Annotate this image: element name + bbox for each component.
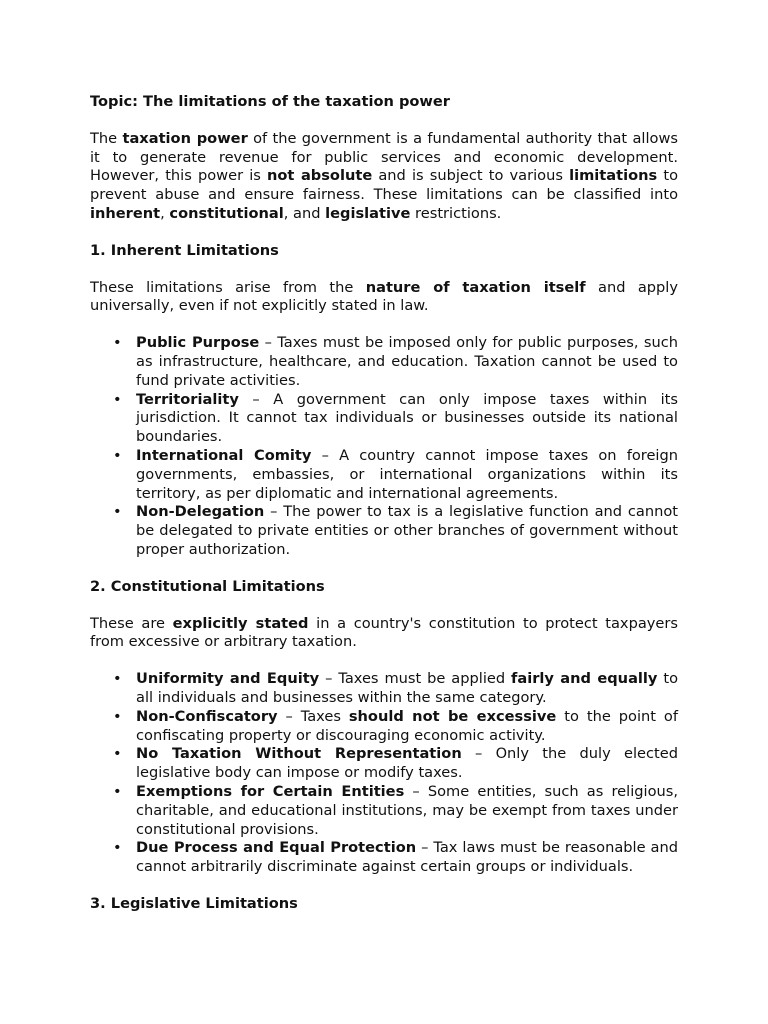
intro-text-3: and is subject to various xyxy=(372,167,570,185)
intro-text-6: , and xyxy=(283,204,326,222)
document-page xyxy=(90,93,678,932)
list-item-title: Exemptions for Certain Entities xyxy=(136,782,405,800)
list-item-text: – A country cannot impose taxes on foreign governments, embassies, or international organizations within its territory, as per diplomatic and international agreements. xyxy=(136,446,678,502)
intro-text-1: The xyxy=(90,129,123,147)
list-item-text: – Taxes xyxy=(277,707,349,725)
section1-intro-bold: nature of taxation itself xyxy=(365,278,586,296)
section2-intro-bold: explicitly stated xyxy=(172,614,309,632)
section-heading-inherent: 1. Inherent Limitations xyxy=(90,241,279,259)
list-item-bold: fairly and equally xyxy=(511,670,658,688)
intro-text-7: restrictions. xyxy=(410,204,502,222)
list-item-bold: should not be excessive xyxy=(348,707,557,725)
list-item-text: – Taxes must be applied xyxy=(319,670,512,688)
section1-intro xyxy=(90,279,678,317)
section2-intro-text-1: These are xyxy=(90,614,173,632)
list-item-text: – Only the duly elected legislative body can impose or modify taxes. xyxy=(136,745,678,782)
list-item xyxy=(113,745,678,783)
intro-bold-legislative: legislative xyxy=(325,204,411,222)
list-item xyxy=(113,390,678,447)
list-item xyxy=(113,503,678,559)
list-item xyxy=(113,670,678,708)
bullet-icon: • xyxy=(113,745,122,763)
list-item-title: Public Purpose xyxy=(136,334,260,352)
bullet-icon: • xyxy=(113,839,122,857)
list-item-text: to all individuals and businesses within the same category. xyxy=(136,670,678,706)
section-heading-constitutional: 2. Constitutional Limitations xyxy=(90,577,325,595)
list-item-text: – Some entities, such as religious, charitable, and educational institutions, may be exempt from taxes under constitutional provisions. xyxy=(136,782,678,838)
section1-intro-text-2: and apply universally, even if not explicitly stated in law. xyxy=(90,278,678,315)
list-item xyxy=(113,839,678,877)
list-item-title: No Taxation Without Representation xyxy=(136,745,462,763)
intro-paragraph xyxy=(90,130,678,224)
list-item-title: Uniformity and Equity xyxy=(136,670,320,688)
intro-text-5: , xyxy=(160,204,170,222)
list-item xyxy=(113,334,678,390)
intro-bold-inherent: inherent xyxy=(90,204,161,222)
bullet-icon: • xyxy=(113,670,122,688)
list-item-text: to the point of confiscating property or discouraging economic activity. xyxy=(136,707,678,744)
list-item-text: – Taxes must be imposed only for public purposes, such as infrastructure, healthcare, and education. Taxation cannot be used to fund private activities. xyxy=(136,334,678,389)
intro-bold-not-absolute: not absolute xyxy=(266,167,373,185)
section1-intro-text-1: These limitations arise from the xyxy=(90,278,366,296)
list-item-text: – A government can only impose taxes within its jurisdiction. It cannot tax individuals or businesses outside its national boundaries. xyxy=(136,390,678,446)
intro-bold-taxation-power: taxation power xyxy=(122,129,248,147)
bullet-icon: • xyxy=(113,782,122,800)
bullet-icon: • xyxy=(113,707,122,725)
document-title: Topic: The limitations of the taxation power xyxy=(90,93,450,110)
inherent-limitations-list xyxy=(90,334,678,560)
bullet-icon: • xyxy=(113,334,122,352)
section-heading-legislative: 3. Legislative Limitations xyxy=(90,894,298,912)
list-item-title: Non-Confiscatory xyxy=(136,707,278,725)
intro-bold-limitations: limitations xyxy=(569,167,658,185)
section2-intro xyxy=(90,615,678,653)
list-item-title: International Comity xyxy=(136,446,312,464)
bullet-icon: • xyxy=(113,446,122,464)
bullet-icon: • xyxy=(113,503,122,521)
list-item xyxy=(113,707,678,746)
constitutional-limitations-list xyxy=(90,670,678,877)
intro-text-4: to prevent abuse and ensure fairness. These limitations can be classified into xyxy=(90,167,678,204)
list-item-text: – The power to tax is a legislative function and cannot be delegated to private entities or other branches of government without proper authorization. xyxy=(136,503,678,558)
list-item-title: Due Process and Equal Protection xyxy=(136,839,417,857)
section2-intro-text-2: in a country's constitution to protect taxpayers from excessive or arbitrary taxation. xyxy=(90,614,678,651)
list-item xyxy=(113,782,678,839)
list-item-title: Non-Delegation xyxy=(136,503,265,521)
list-item xyxy=(113,446,678,503)
intro-bold-constitutional: constitutional xyxy=(169,204,284,222)
intro-text-2: of the government is a fundamental authority that allows it to generate revenue for public services and economic development. However, this power is xyxy=(90,129,678,185)
list-item-text: – Tax laws must be reasonable and cannot arbitrarily discriminate against certain groups or individuals. xyxy=(136,839,678,876)
bullet-icon: • xyxy=(113,390,122,408)
list-item-title: Territoriality xyxy=(136,390,239,408)
